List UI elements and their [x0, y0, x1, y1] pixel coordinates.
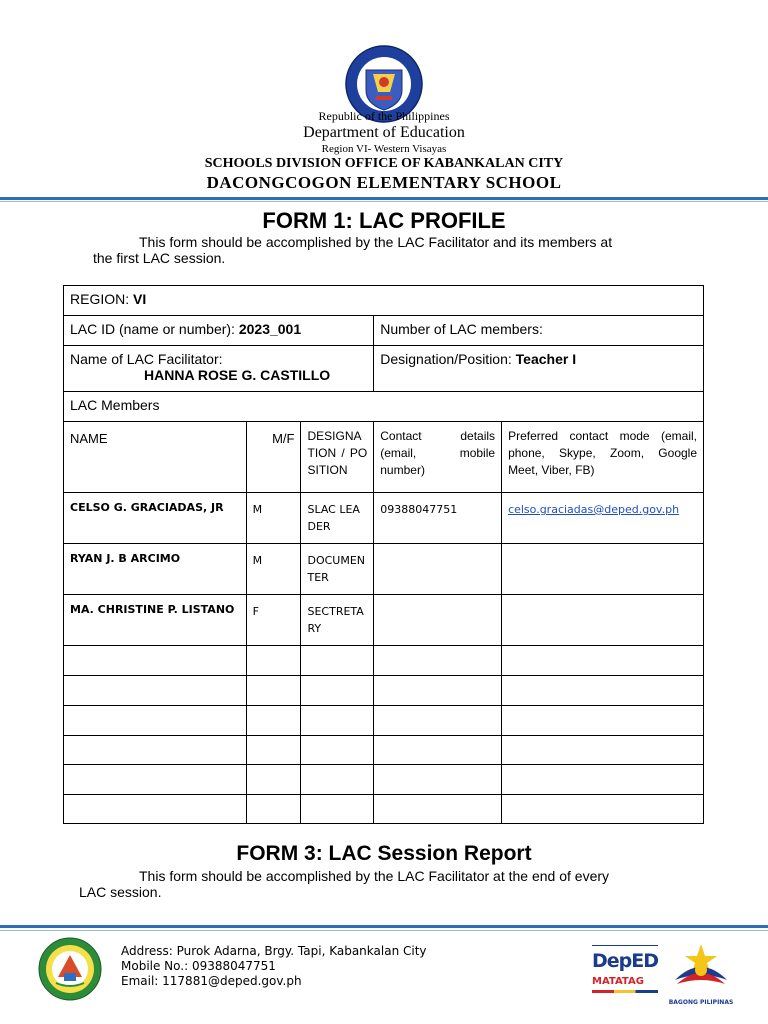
- facilitator-value: HANNA ROSE G. CASTILLO: [144, 367, 331, 383]
- empty-row: [64, 765, 704, 795]
- form3-title: FORM 3: LAC Session Report: [236, 842, 532, 865]
- deped-logo: [592, 945, 658, 1005]
- empty-row: [64, 676, 704, 706]
- footer-divider: [0, 925, 768, 928]
- member-designation: DOCUMENTER: [301, 544, 374, 595]
- form1-intro-line2: the first LAC session.: [93, 250, 226, 266]
- lac-id-cell: [64, 316, 374, 346]
- form1-title: FORM 1: LAC PROFILE: [262, 208, 506, 233]
- empty-row: [64, 736, 704, 765]
- republic-text: Republic of the Philippines: [318, 109, 450, 123]
- designation-label: Designation/Position:: [380, 351, 512, 367]
- lac-id-label: LAC ID (name or number):: [70, 321, 235, 337]
- member-sex: M: [246, 544, 301, 595]
- header-divider: [0, 197, 768, 200]
- lac-id-value: 2023_001: [238, 321, 302, 337]
- members-heading: LAC Members: [64, 392, 704, 422]
- school-logo: [38, 937, 102, 1001]
- member-name: CELSO G. GRACIADAS, JR: [64, 493, 247, 544]
- school-name: DACONGCOGON ELEMENTARY SCHOOL: [206, 173, 562, 192]
- matatag-text: MATATAG: [592, 976, 644, 987]
- members-header-row: [64, 422, 704, 493]
- table-row: [64, 544, 704, 595]
- footer-divider-thin: [0, 930, 768, 931]
- member-name: RYAN J. B ARCIMO: [64, 544, 247, 595]
- designation-cell: [374, 346, 704, 392]
- member-name: MA. CHRISTINE P. LISTANO: [64, 595, 247, 646]
- member-contact: [374, 595, 502, 646]
- region-text: Region VI- Western Visayas: [321, 143, 447, 155]
- member-designation: SLAC LEADER: [301, 493, 374, 544]
- col-preferred-header: Preferred contact mode (email, phone, Skype, Zoom, Google Meet, Viber, FB): [502, 422, 704, 493]
- member-designation: SECTRETARY: [301, 595, 374, 646]
- member-sex: M: [246, 493, 301, 544]
- division-text: SCHOOLS DIVISION OFFICE OF KABANKALAN CITY: [204, 156, 564, 171]
- region-label: REGION:: [70, 291, 130, 307]
- department-text: Department of Education: [303, 124, 465, 141]
- col-sex-header: M/F: [246, 422, 301, 493]
- bagong-pilipinas-text: BAGONG PILIPINAS: [668, 999, 734, 1006]
- table-row: [64, 493, 704, 544]
- member-preferred: [502, 544, 704, 595]
- member-contact: 09388047751: [374, 493, 502, 544]
- footer-mobile: Mobile No.: 09388047751: [121, 959, 276, 973]
- col-name-header: NAME: [64, 422, 247, 493]
- empty-row: [64, 706, 704, 736]
- table-row: [64, 595, 704, 646]
- form3-intro-line1: This form should be accomplished by the LAC Facilitator at the end of every: [139, 868, 610, 884]
- form1-intro-line1: This form should be accomplished by the LAC Facilitator and its members at: [139, 234, 613, 250]
- bagong-pilipinas-logo: [667, 940, 735, 1004]
- region-value: VI: [133, 291, 147, 307]
- facilitator-label: Name of LAC Facilitator:: [70, 351, 223, 367]
- designation-value: Teacher I: [515, 351, 577, 367]
- lac-profile-table: [63, 285, 704, 824]
- member-preferred: [502, 595, 704, 646]
- form3-intro-line2: LAC session.: [79, 884, 162, 900]
- member-email-link[interactable]: celso.graciadas@deped.gov.ph: [508, 503, 680, 516]
- col-contact-header: Contact details (email, mobile number): [374, 422, 502, 493]
- deped-logo-text: DepED: [592, 950, 659, 972]
- col-designation-header: DESIGNATION / POSITION: [301, 422, 374, 493]
- empty-row: [64, 646, 704, 676]
- header-divider-thin: [0, 201, 768, 202]
- members-count-cell: [374, 316, 704, 346]
- member-sex: F: [246, 595, 301, 646]
- region-row: [64, 286, 704, 316]
- facilitator-cell: [64, 346, 374, 392]
- member-preferred: [502, 493, 704, 544]
- member-contact: [374, 544, 502, 595]
- members-count-label: Number of LAC members:: [380, 321, 543, 337]
- footer-address: Address: Purok Adarna, Brgy. Tapi, Kabankalan City: [121, 944, 427, 958]
- empty-row: [64, 795, 704, 824]
- footer-email: Email: 117881@deped.gov.ph: [121, 974, 302, 988]
